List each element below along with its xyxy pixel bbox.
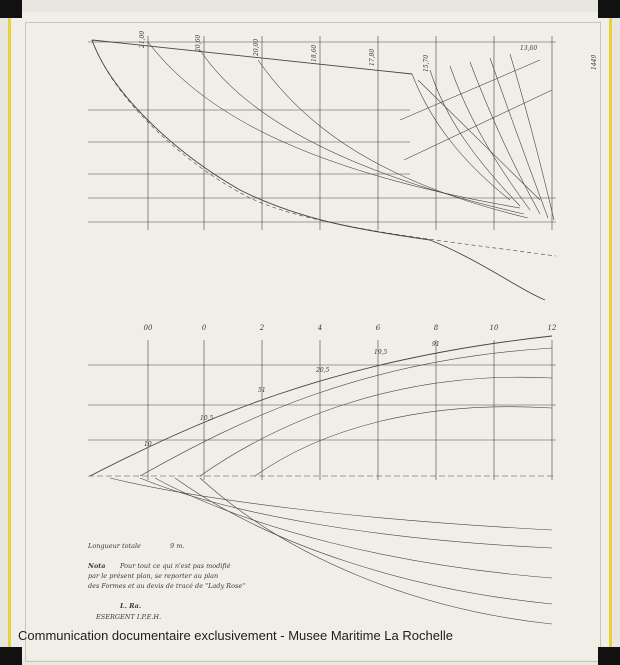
nota-title: Nota [88, 562, 106, 570]
profile-label: 17,80 [369, 48, 376, 66]
profile-label: 13,60 [520, 45, 538, 52]
station-label: 10 [489, 324, 499, 332]
station-label: 2 [259, 324, 265, 332]
station-label: 8 [433, 324, 439, 332]
profile-label: 21,00 [139, 30, 146, 48]
length-value: 9 m. [170, 542, 185, 550]
profile-label: 18,60 [311, 44, 318, 62]
profile-label: 20,60 [195, 34, 202, 52]
nota-line-3: des Formes et au devis de tracé de "Lady Rose" [88, 582, 246, 590]
plan-label: 19,5 [374, 349, 388, 356]
author: ESERGENT I.P.E.H. [96, 613, 162, 621]
station-label: 0 [201, 324, 207, 332]
station-label: 00 [143, 324, 153, 332]
station-label: 6 [375, 324, 381, 332]
plan-label: 20,5 [316, 367, 330, 374]
profile-label: 15,70 [423, 54, 430, 72]
plan-label: 91 [432, 341, 440, 348]
nota-line-1: Pour tout ce qui n'est pas modifié [120, 562, 231, 570]
plan-label: 10 [144, 441, 152, 448]
length-label: Longueur totale [88, 542, 141, 550]
plan-label: 10,5 [200, 415, 214, 422]
station-label: 4 [317, 324, 323, 332]
initials: L. Ra. [120, 602, 142, 610]
profile-label: 20,00 [253, 38, 260, 56]
sheet-number: 1449 [591, 54, 598, 70]
nota-line-2: par le présent plan, se reporter au plan [88, 572, 219, 580]
archive-caption: Communication documentaire exclusivement - Musee Maritime La Rochelle [18, 628, 453, 643]
plan-label: 51 [258, 387, 266, 394]
station-label: 12 [547, 324, 557, 332]
